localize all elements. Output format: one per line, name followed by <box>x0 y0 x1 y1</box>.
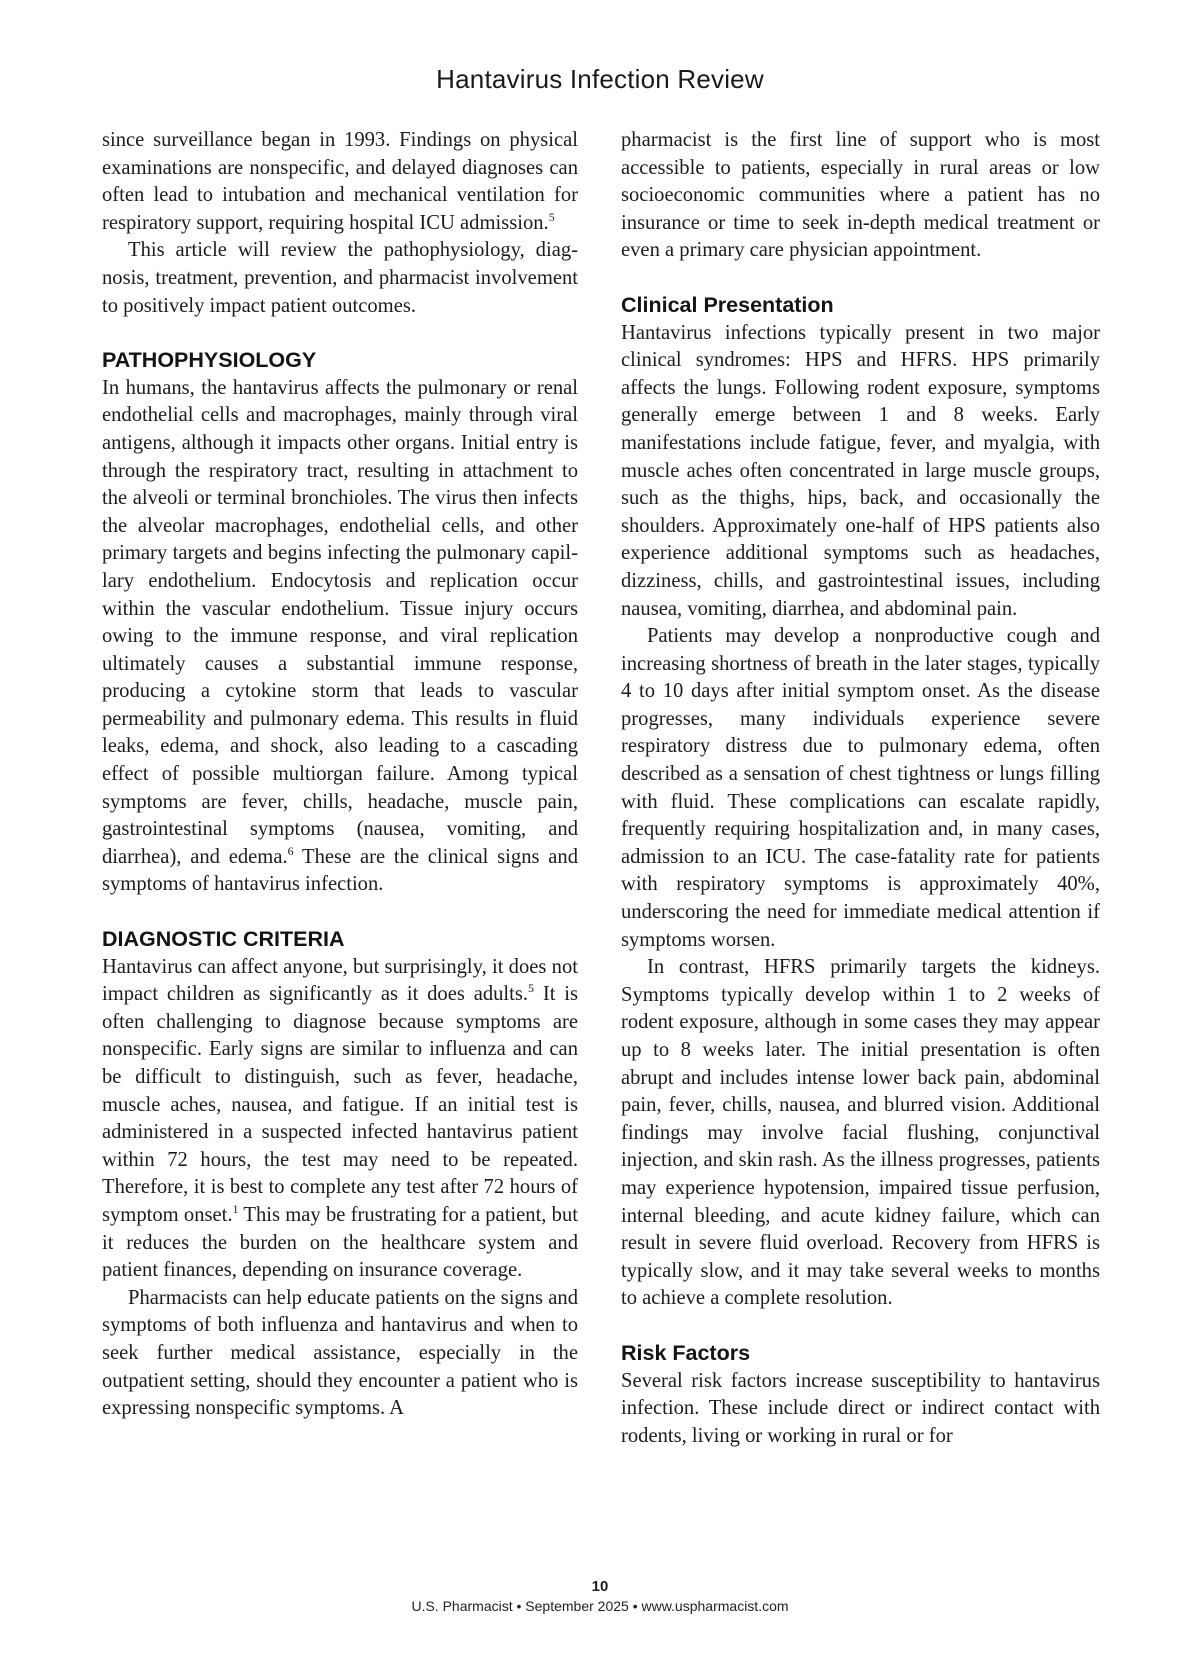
left-column <box>102 127 578 1423</box>
paragraph-pharmacist-support: pharmacist is the first line of support who is most accessible to patients, especially in rural areas or low socioeconomic communities where a patient has no insurance or time to seek in-depth medical treatment or even a primary care physician appointment. <box>621 129 1100 262</box>
paragraph-respiratory-progression: Patients may develop a nonproductive cough and increasing shortness of breath in the later stages, typically 4 to 10 days after initial symptom onset. As the disease progresses, many individuals experience severe respiratory distress due to pulmonary edema, often described as a sensation of chest tightness or lungs filling with fluid. These complications can escalate rapidly, frequently requiring hospitalization and, in many cases, admission to an ICU. The case-fatality rate for patients with respiratory symptoms is approximately 40%, underscoring the need for immediate medical attention if symptoms worsen. <box>621 625 1100 951</box>
paragraph-hps-presentation: Hantavirus infections typically present in two major clinical syndromes: HPS and HFRS. HPS primarily affects the lungs. Following rodent exposure, symptoms generally emerge between 1 and 8 weeks. Early manifestations include fatigue, fever, and myalgia, with muscle aches often concentrated in large muscle groups, such as the thighs, hips, back, and occasionally the shoulders. Approximately one-half of HPS patients also experience additional symptoms such as headaches, dizziness, chills, and gastrointestinal issues, including nausea, vomiting, diarrhea, and abdominal pain. <box>621 321 1100 620</box>
page-number: 10 <box>591 1578 609 1595</box>
reference-superscript: 5 <box>548 209 555 224</box>
paragraph-risk-factors: Several risk factors increase susceptibility to hantavirus infection. These include direct or indirect contact with rodents, living or working in rural or for <box>621 1369 1100 1447</box>
paragraph-pathophysiology: In humans, the hantavirus affects the pulmonary or renal endothelial cells and macrophages, mainly through viral antigens, although it impacts other organs. Initial entry is through the respiratory tract, resulting in attachment to the alveoli or terminal bronchioles. The virus then infects the alveolar macrophages, endothelial cells, and other primary targets and begins infecting the pulmonary capillary endothelium. Endocytosis and replication occur within the vascular endothelium. Tissue injury occurs owing to the immune response, and viral replication ultimately causes a substantial immune response, producing a cytokine storm that leads to vascular permeability and pulmonary edema. This results in fluid leaks, edema, and shock, also leading to a cascading effect of possible multiorgan failure. Among typical symptoms are fever, chills, headache, muscle pain, gastrointestinal symptoms (nausea, vomiting, and diarrhea), and edema.$^6$ These are the clinical signs and symptoms of hantavirus infection. <box>102 376 578 896</box>
heading-risk-factors: Risk Factors <box>621 1340 751 1365</box>
running-header-title: Hantavirus Infection Review <box>436 64 764 94</box>
publication-footer: U.S. Pharmacist • September 2025 • www.uspharmacist.com <box>411 1598 789 1614</box>
reference-superscript: 6 <box>287 843 294 858</box>
heading-diagnostic-criteria: DIAGNOSTIC CRITERIA <box>102 927 345 952</box>
reference-superscript: 1 <box>232 1201 239 1216</box>
heading-pathophysiology: PATHOPHYSIOLOGY <box>102 348 317 373</box>
paragraph-diagnostic-criteria: Hantavirus can affect anyone, but surprisingly, it does not impact children as significantly as it does adults.$^5$ It is often challenging to diagnose because symptoms are nonspecific. Early signs are similar to influenza and can be difficult to distinguish, such as fever, headache, muscle aches, nausea, and fatigue. If an initial test is administered in a suspected infected hantavirus patient within 72 hours, the test may need to be repeated. Therefore, it is best to complete any test after 72 hours of symptom onset.$^1$ This may be frustrating for a patient, but it reduces the burden on the healthcare system and patient finances, depending on insurance coverage. <box>102 955 579 1282</box>
reference-superscript: 5 <box>528 981 535 996</box>
paragraph-intro-continued: since surveillance began in 1993. Findings on physical examinations are nonspecific, and delayed diagnoses can often lead to intubation and mechanical ventilation for respiratory support, requiring hospital ICU admission.$^5$ <box>102 129 578 234</box>
heading-clinical-presentation: Clinical Presentation <box>621 292 834 317</box>
paragraph-article-overview: This article will review the pathophysiology, diagnosis, treatment, prevention, and pharmacist involvement to positively impact patient outcomes. <box>102 239 578 317</box>
paragraph-pharmacist-education: Pharmacists can help educate patients on the signs and symptoms of both influenza and hantavirus and when to seek further medical assistance, especially in the outpatient setting, should they encounter a patient who is expressing nonspecific symptoms. A <box>102 1286 578 1420</box>
paragraph-hfrs-presentation: In contrast, HFRS primarily targets the kidneys. Symptoms typically develop within 1 to 2 weeks of rodent exposure, although in some cases they may appear up to 8 weeks later. The initial presentation is often abrupt and includes intense lower back pain, abdominal pain, fever, chills, nausea, and blurred vision. Additional findings may involve facial flushing, conjunctival injection, and skin rash. As the illness progresses, patients may experience hypotension, impaired tissue perfusion, internal bleeding, and acute kidney failure, which can result in severe fluid overload. Recovery from HFRS is typically slow, and it may take several weeks to months to achieve a complete resolution. <box>621 956 1100 1310</box>
right-column <box>621 127 1100 1450</box>
